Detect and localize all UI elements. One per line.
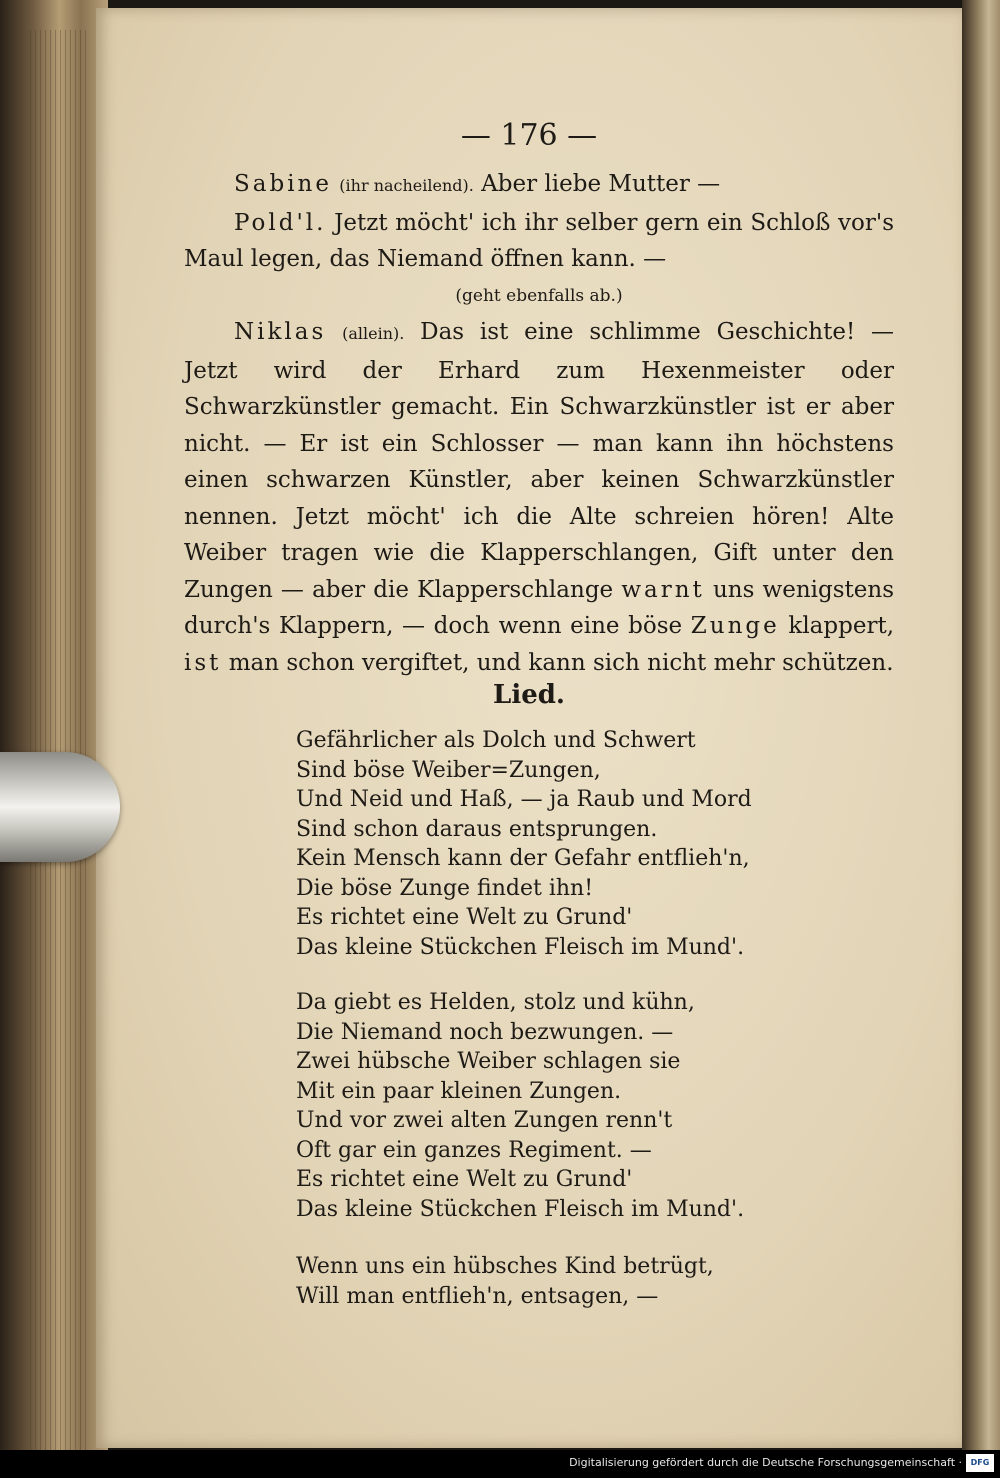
verse-line: Da giebt es Helden, stolz und kühn, [296,990,695,1015]
page-clip [0,752,120,862]
verse-line: Sind schon daraus entsprungen. [296,816,658,842]
verse-line: Mit ein paar kleinen Zungen. [296,1078,622,1104]
book-right-edge [962,0,1000,1478]
verse-line: Die böse Zunge findet ihn! [296,875,594,901]
verse-line: Die Niemand noch bezwungen. — [296,1019,674,1045]
verse-2 [296,988,856,1224]
dialogue-text: man schon vergiftet, und kann sich nicht mehr schützen. [228,649,894,676]
dialogue-text: uns wenigstens durch's Klappern, — doch wenn eine böse [184,576,895,639]
prose-paragraph [184,166,894,205]
verse-line: Kein Mensch kann der Gefahr entflieh'n, [296,846,750,871]
prose-block [184,166,894,681]
verse-1 [296,726,856,962]
prose-paragraph [184,314,894,681]
stage-direction: (ihr nacheilend). [339,176,474,195]
verse-line: Zwei hübsche Weiber schlagen sie [296,1049,681,1074]
verse-line: Gefährlicher als Dolch und Schwert [296,728,696,753]
book-page [96,8,962,1448]
verse-line: Wenn uns ein hübsches Kind betrügt, [296,1254,714,1279]
verse-line: Es richtet eine Welt zu Grund' [296,1167,633,1192]
book-page-edges [0,0,108,1478]
dialogue-text: klappert, [788,613,895,639]
song-title: Lied. [493,680,565,710]
stage-direction: (allein). [342,324,405,343]
verse-line: Oft gar ein ganzes Regiment. — [296,1137,652,1163]
emphasized-word: Zunge [690,613,780,639]
verse-line: Will man entflieh'n, entsagen, — [296,1283,659,1309]
dialogue-text: Aber liebe Mutter — [481,171,721,197]
dialogue-text: Das ist eine schlimme Geschichte! — Jetzt wird der Erhard zum Hexenmeister oder Schwarzkünstler gemacht. Ein Schwarzkünstler ist er aber nicht. — Er ist ein Schlosser — man kann ihn höchstens einen schwarzen Künstler, aber keinen Schwarzkünstler nennen. Jetzt möcht' ich die Alte schreien hören! Alte Weiber tragen wie die Klapperschlangen, Gift unter den Zungen — aber die Klapperschlange [184,319,895,603]
verse-line: Sind böse Weiber=Zungen, [296,757,601,783]
emphasized-word: warnt [621,576,705,603]
page-edge-stripes [30,30,90,1450]
emphasized-word: ist [184,649,222,676]
verse-line: Und Neid und Haß, — ja Raub und Mord [296,787,752,812]
speaker-name: Niklas [234,319,327,345]
speaker-name: Pold'l. [234,209,327,236]
verse-line: Das kleine Stückchen Fleisch im Mund'. [296,1196,745,1222]
speaker-name: Sabine [234,171,332,197]
stage-direction: (geht ebenfalls ab.) [455,285,623,306]
prose-paragraph [184,205,894,278]
dialogue-text: Jetzt möcht' ich ihr selber gern ein Schloß vor's Maul legen, das Niemand öffnen kann. — [184,209,894,272]
page-number: — 176 — [460,118,598,153]
dfg-logo-icon: DFG [966,1454,994,1472]
verse-line: Das kleine Stückchen Fleisch im Mund'. [296,934,745,960]
verse-3 [296,1252,856,1311]
verse-line: Es richtet eine Welt zu Grund' [296,905,633,930]
verse-line: Und vor zwei alten Zungen renn't [296,1108,673,1133]
footer-credit: Digitalisierung gefördert durch die Deutsche Forschungsgemeinschaft · [569,1456,962,1469]
